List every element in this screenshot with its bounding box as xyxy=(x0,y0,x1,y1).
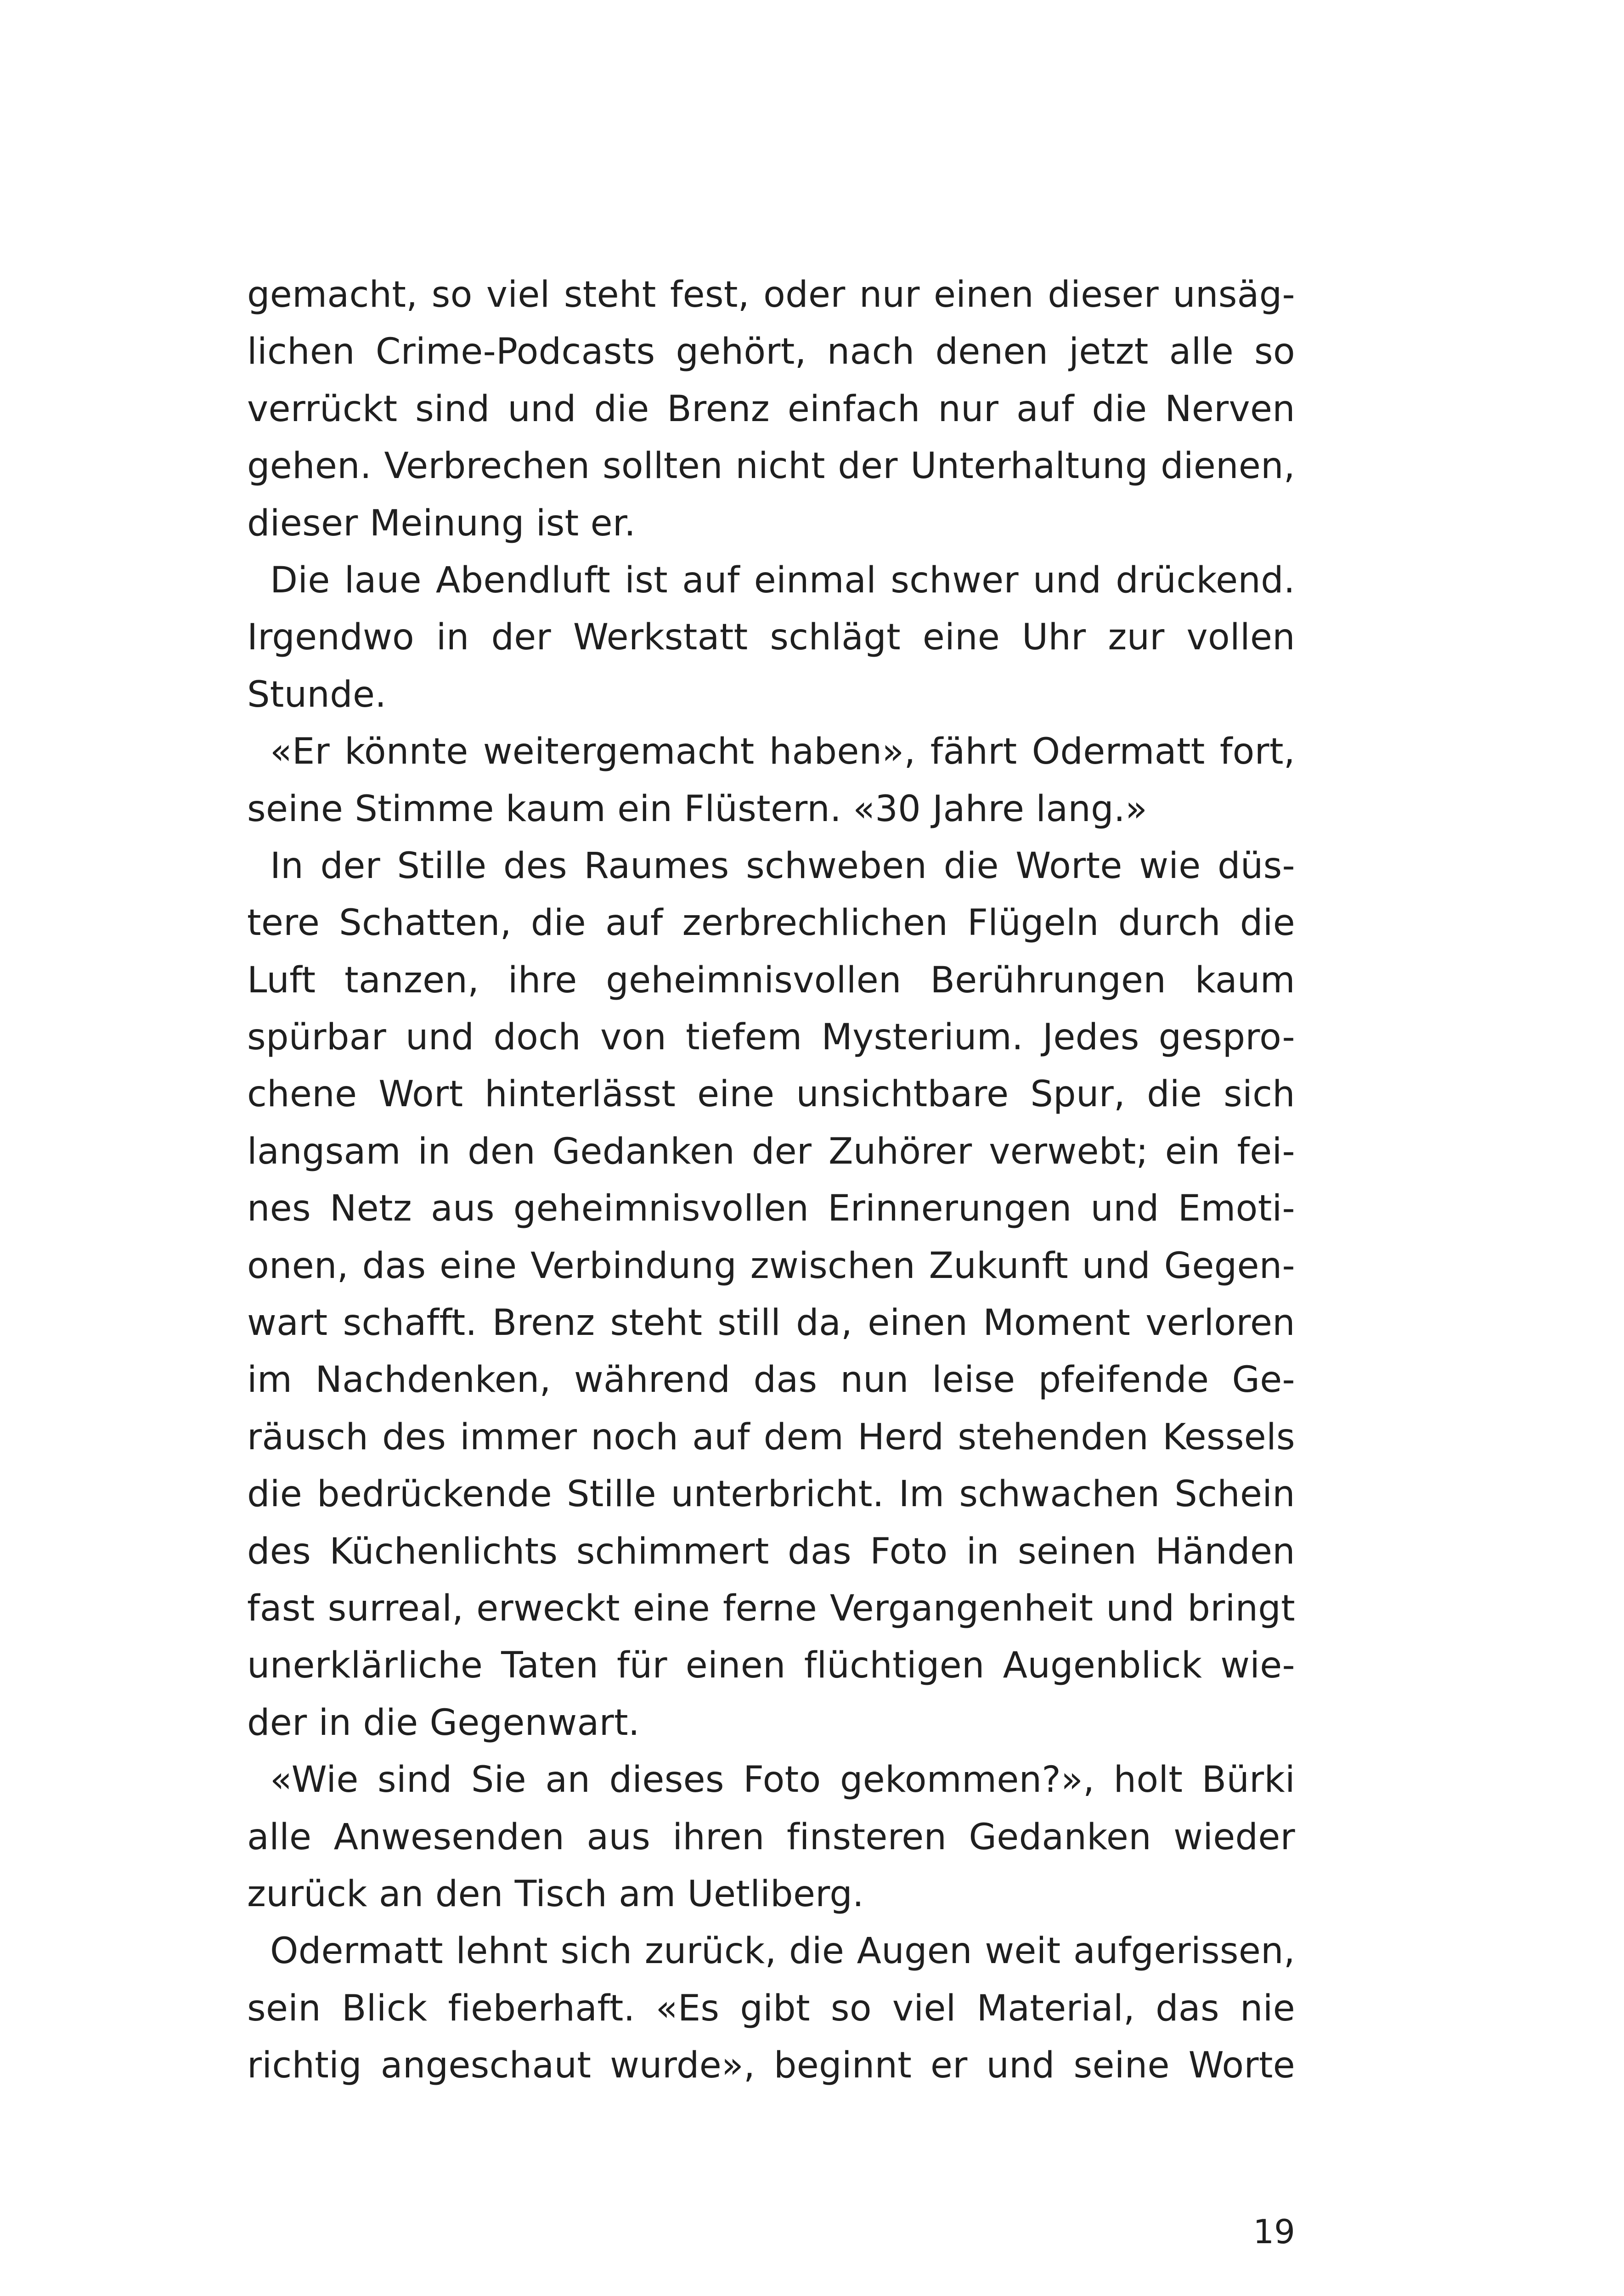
text-line: im Nachdenken, während das nun leise pfeifende Ge- xyxy=(247,1359,1295,1401)
text-line: gemacht, so viel steht fest, oder nur einen dieser unsäg- xyxy=(247,274,1295,315)
text-line: fast surreal, erweckt eine ferne Vergangenheit und bringt xyxy=(247,1587,1295,1629)
text-line: chene Wort hinterlässt eine unsichtbare Spur, die sich xyxy=(247,1074,1295,1115)
text-line: seine Stimme kaum ein Flüstern. «30 Jahre lang.» xyxy=(247,788,1148,830)
text-line: richtig angeschaut wurde», beginnt er und seine Worte xyxy=(247,2045,1295,2087)
text-line: lichen Crime-Podcasts gehört, nach denen jetzt alle so xyxy=(247,331,1295,373)
text-line: die bedrückende Stille unterbricht. Im schwachen Schein xyxy=(247,1474,1295,1515)
text-line: wart schafft. Brenz steht still da, einen Moment verloren xyxy=(247,1302,1295,1344)
text-line: langsam in den Gedanken der Zuhörer verwebt; ein fei- xyxy=(247,1131,1295,1172)
text-line: «Wie sind Sie an dieses Foto gekommen?», holt Bürki xyxy=(270,1759,1295,1801)
body-text xyxy=(247,266,1295,2094)
text-line: des Küchenlichts schimmert das Foto in seinen Händen xyxy=(247,1531,1295,1572)
text-line: räusch des immer noch auf dem Herd stehenden Kessels xyxy=(247,1416,1295,1458)
text-line: Irgendwo in der Werkstatt schlägt eine Uhr zur vollen xyxy=(247,617,1295,658)
text-line: Luft tanzen, ihre geheimnisvollen Berührungen kaum xyxy=(247,959,1295,1001)
text-line: «Er könnte weitergemacht haben», fährt Odermatt fort, xyxy=(270,731,1295,773)
text-line: Die laue Abendluft ist auf einmal schwer und drückend. xyxy=(270,559,1295,601)
page-number: 19 xyxy=(1253,2212,1295,2251)
text-line: tere Schatten, die auf zerbrechlichen Flügeln durch die xyxy=(247,902,1295,944)
text-line: alle Anwesenden aus ihren finsteren Gedanken wieder xyxy=(247,1816,1295,1858)
text-line: In der Stille des Raumes schweben die Worte wie düs- xyxy=(270,845,1295,887)
text-line: Stunde. xyxy=(247,674,387,715)
text-line: verrückt sind und die Brenz einfach nur auf die Nerven xyxy=(247,388,1295,430)
text-line: dieser Meinung ist er. xyxy=(247,502,636,544)
text-line: Odermatt lehnt sich zurück, die Augen weit aufgerissen, xyxy=(270,1930,1295,1972)
text-line: gehen. Verbrechen sollten nicht der Unterhaltung dienen, xyxy=(247,445,1295,487)
text-line: nes Netz aus geheimnisvollen Erinnerungen und Emoti- xyxy=(247,1188,1295,1230)
text-line: unerklärliche Taten für einen flüchtigen Augenblick wie- xyxy=(247,1645,1295,1687)
text-line: onen, das eine Verbindung zwischen Zukunft und Gegen- xyxy=(247,1245,1295,1287)
text-line: der in die Gegenwart. xyxy=(247,1702,640,1744)
text-line: sein Blick fieberhaft. «Es gibt so viel Material, das nie xyxy=(247,1987,1295,2029)
text-line: zurück an den Tisch am Uetliberg. xyxy=(247,1873,864,1915)
text-line: spürbar und doch von tiefem Mysterium. Jedes gespro- xyxy=(247,1017,1295,1058)
